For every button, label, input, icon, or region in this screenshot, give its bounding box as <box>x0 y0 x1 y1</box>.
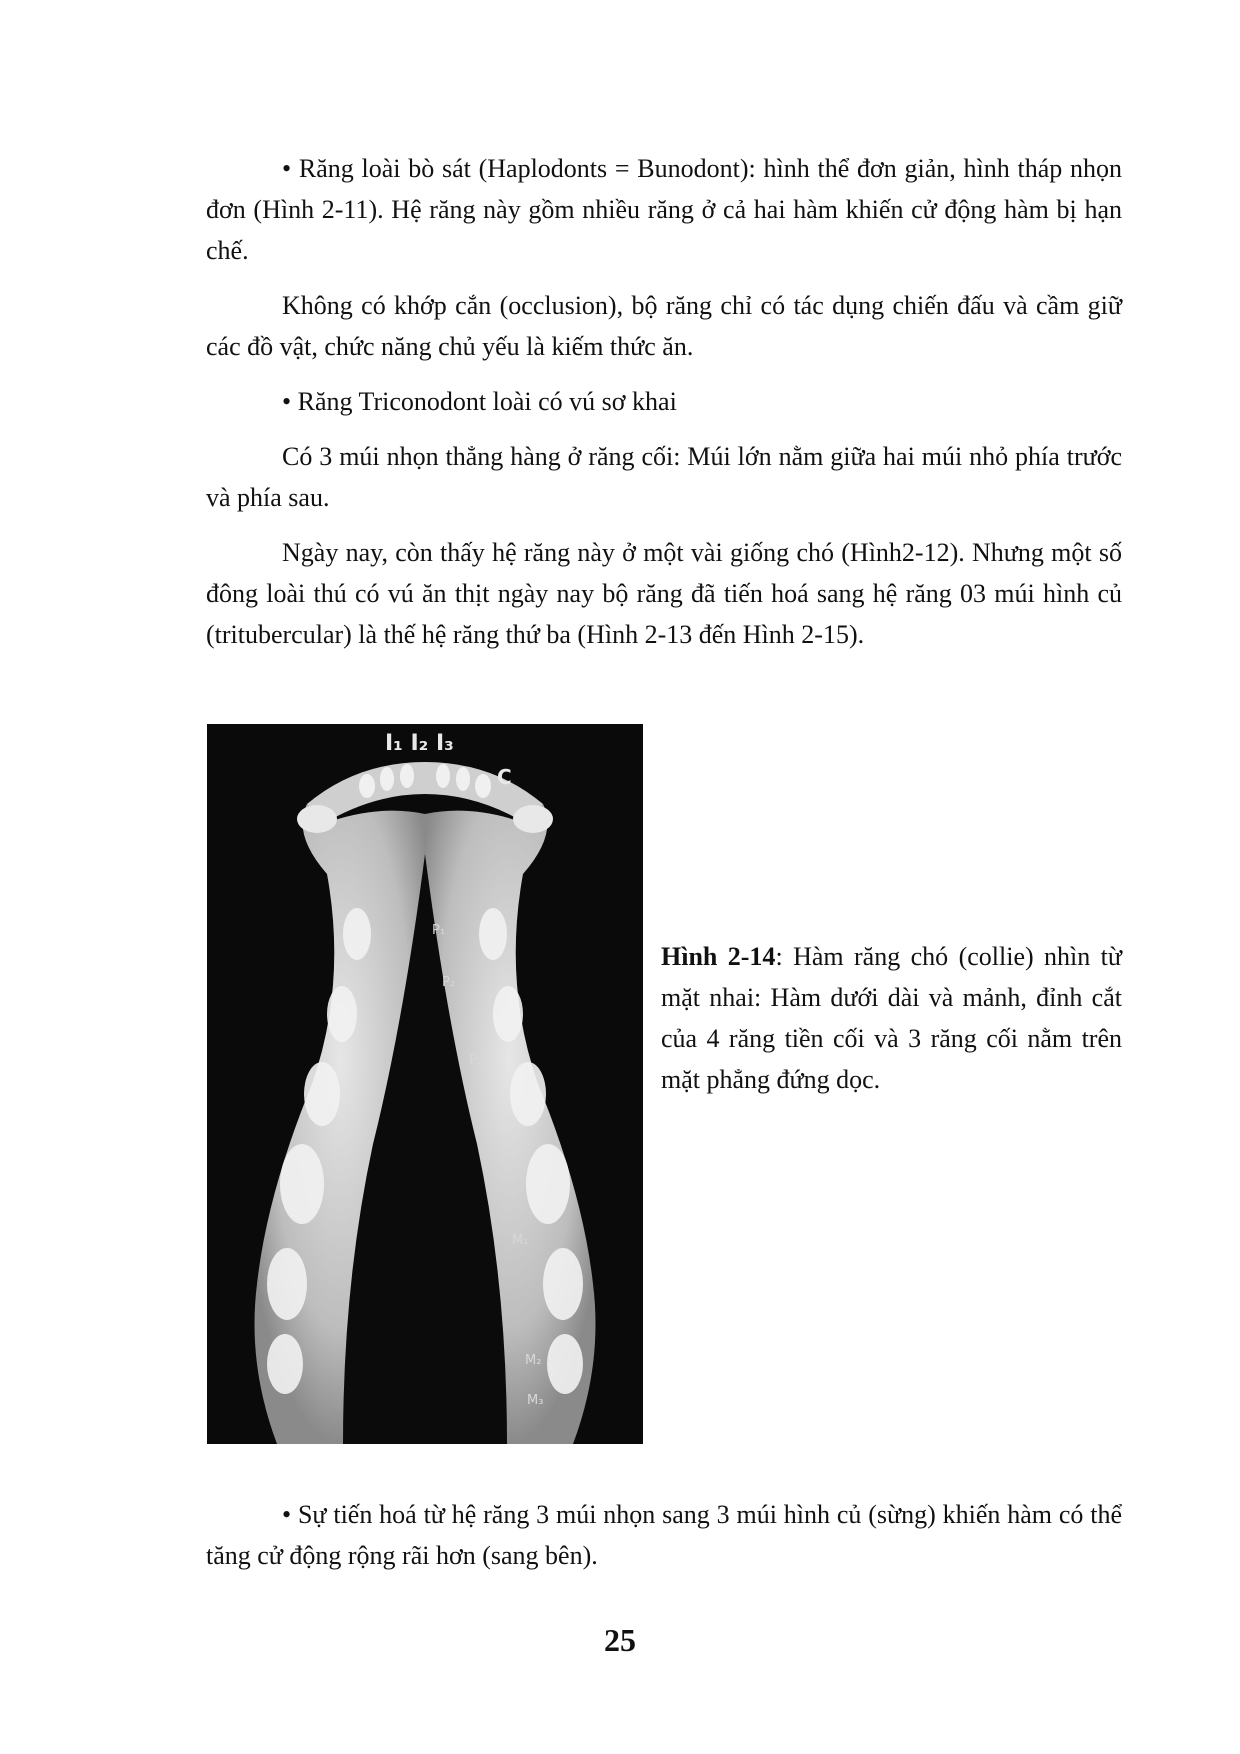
canine-label: C <box>497 765 512 789</box>
p1-label: P₁ <box>432 923 446 938</box>
paragraph-triconodont-heading: • Răng Triconodont loài có vú sơ khai <box>282 387 677 416</box>
body-text-top <box>206 148 1122 655</box>
paragraph-evolution: • Sự tiến hoá từ hệ răng 3 múi nhọn sang 3 múi hình củ (sừng) khiến hàm có thể tăng cử động rộng rãi hơn (sang bên). <box>206 1500 1122 1570</box>
paragraph-reptile-teeth: • Răng loài bò sát (Haplodonts = Bunodont): hình thể đơn giản, hình tháp nhọn đơn (Hình 2-11). Hệ răng này gồm nhiều răng ở cả hai hàm khiến cử động hàm bị hạn chế. <box>206 154 1122 265</box>
figure-caption <box>661 936 1122 1100</box>
figure-caption-label: Hình 2-14 <box>661 942 776 971</box>
paragraph-no-occlusion: Không có khớp cắn (occlusion), bộ răng chỉ có tác dụng chiến đấu và cầm giữ các đồ vật, chức năng chủ yếu là kiếm thức ăn. <box>206 291 1122 361</box>
p4-label: P₄ <box>499 1133 513 1148</box>
m1-label: M₁ <box>512 1233 529 1248</box>
page-number: 25 <box>604 1622 636 1658</box>
paragraph-dogs-today: Ngày nay, còn thấy hệ răng này ở một vài giống chó (Hình2-12). Nhưng một số đông loài thú có vú ăn thịt ngày nay bộ răng đã tiến hoá sang hệ răng 03 múi hình củ (tritubercular) là thế hệ răng thứ ba (Hình 2-13 đến Hình 2-15). <box>206 538 1122 649</box>
m3-label: M₃ <box>527 1393 544 1408</box>
m2-label: M₂ <box>525 1353 542 1368</box>
p3-label: P₃ <box>469 1053 483 1068</box>
figure-caption-text: : Hàm răng chó (collie) nhìn từ mặt nhai: Hàm dưới dài và mảnh, đỉnh cắt của 4 răng tiền cối và 3 răng cối nằm trên mặt phẳng đứng dọc. <box>661 942 1122 1094</box>
dog-jaw-figure <box>207 724 643 1444</box>
dog-jaw-illustration <box>207 724 643 1444</box>
paragraph-three-cusps: Có 3 múi nhọn thẳng hàng ở răng cối: Múi lớn nằm giữa hai múi nhỏ phía trước và phía sau. <box>206 442 1122 512</box>
incisors-label: I₁ I₂ I₃ <box>385 731 454 756</box>
p2-label: P₂ <box>442 975 456 990</box>
body-text-bottom <box>206 1494 1122 1576</box>
